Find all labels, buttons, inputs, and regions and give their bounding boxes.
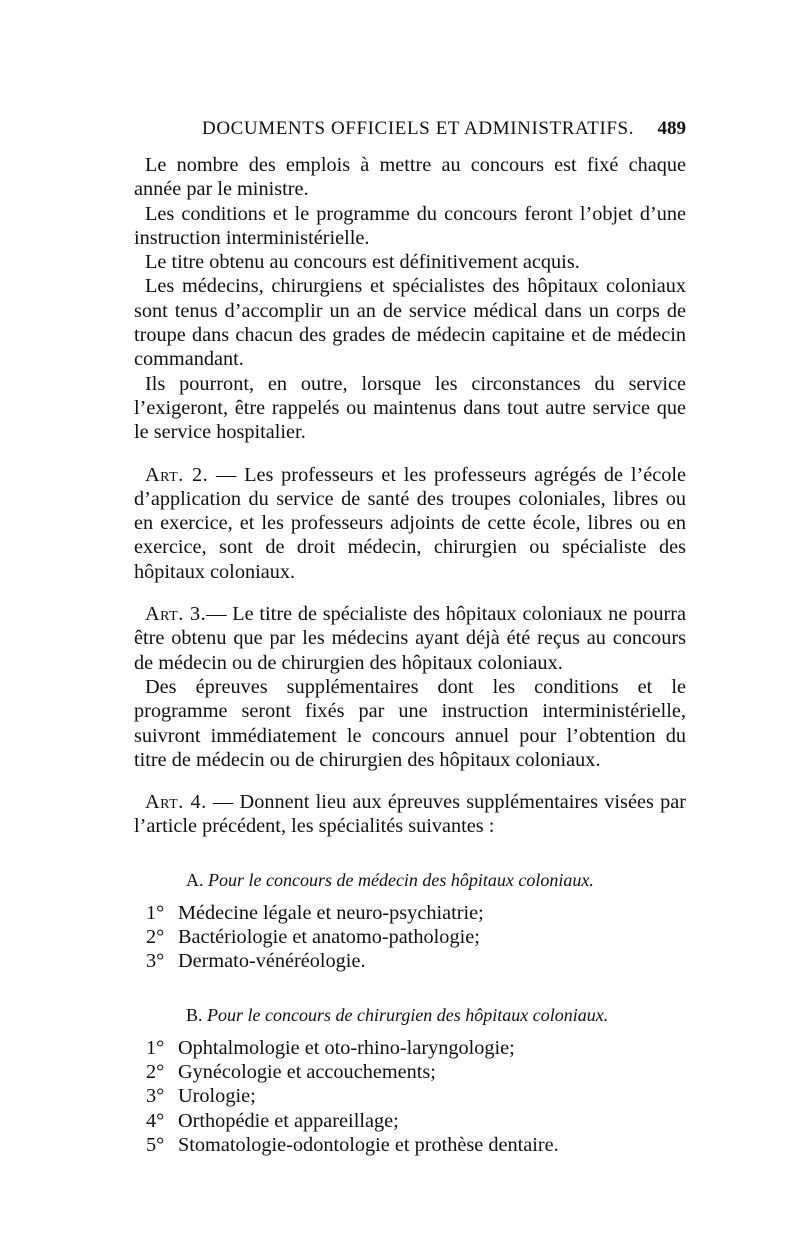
paragraph-4: Les médecins, chirurgiens et spécialistes des hôpitaux coloniaux sont tenus d’accomplir un an de service médical dans un corps de troupe dans chacun des grades de médecin capitaine et de médecin commandant. xyxy=(134,275,686,371)
section-b-title: Pour le concours de chirurgien des hôpitaux coloniaux. xyxy=(207,1004,609,1025)
list-item-number: 1° xyxy=(146,1036,165,1059)
article-3 xyxy=(134,602,686,675)
list-item xyxy=(146,949,686,973)
list-item-text: Orthopédie et appareillage; xyxy=(178,1109,399,1132)
article-2-label: Art. 2. xyxy=(145,463,209,486)
article-3-paragraph-2: Des épreuves supplémentaires dont les conditions et le programme seront fixés par une instruction interministérielle, suivront immédiatement le concours annuel pour l’obtention du titre de médecin ou de chirurgien des hôpitaux coloniaux. xyxy=(134,675,686,771)
list-item-text: Ophtalmologie et oto-rhino-laryngologie; xyxy=(178,1036,515,1059)
list-item-number: 5° xyxy=(146,1133,165,1156)
list-item-number: 2° xyxy=(146,926,165,949)
list-item-number: 1° xyxy=(146,901,165,924)
paragraph-2: Les conditions et le programme du concours feront l’objet d’une instruction interministérielle. xyxy=(134,202,686,249)
list-item-number: 2° xyxy=(146,1060,165,1083)
paragraph-1: Le nombre des emplois à mettre au concours est fixé chaque année par le ministre. xyxy=(134,154,686,201)
list-item-text: Urologie; xyxy=(178,1085,256,1108)
article-3-label: Art. 3. xyxy=(145,603,207,626)
list-item-text: Dermato-vénéréologie. xyxy=(178,950,366,973)
paragraph-5: Ils pourront, en outre, lorsque les circonstances du service l’exigeront, être rappelés ou maintenus dans tout autre service que le service hospitalier. xyxy=(134,372,686,444)
list-item-text: Bactériologie et anatomo-pathologie; xyxy=(178,926,480,949)
list-item xyxy=(146,1109,686,1133)
section-b-heading xyxy=(186,1003,686,1027)
section-a-heading xyxy=(186,868,686,892)
article-2-text: — Les professeurs et les professeurs agrégés de l’école d’application du service de santé des troupes coloniales, libres ou en exercice, et les professeurs adjoints de cette école, libres ou en exercice, sont de droit médecin, chirurgien ou spécialiste des hôpitaux coloniaux. xyxy=(134,463,686,583)
section-b-list xyxy=(134,1036,686,1157)
list-item-text: Gynécologie et accouchements; xyxy=(178,1060,436,1083)
list-item-text: Médecine légale et neuro-psychiatrie; xyxy=(178,901,484,924)
article-4-label: Art. 4. xyxy=(145,791,207,814)
list-item xyxy=(146,1036,686,1060)
page-body xyxy=(134,153,686,1157)
list-item-number: 3° xyxy=(146,1085,165,1108)
section-a-title: Pour le concours de médecin des hôpitaux coloniaux. xyxy=(208,869,594,890)
section-a-list xyxy=(134,901,686,974)
list-item xyxy=(146,1133,686,1157)
list-item xyxy=(146,925,686,949)
list-item-text: Stomatologie-odontologie et prothèse dentaire. xyxy=(178,1133,559,1156)
article-2 xyxy=(134,463,686,584)
list-item-number: 4° xyxy=(146,1109,165,1132)
article-3-text: — Le titre de spécialiste des hôpitaux coloniaux ne pourra être obtenu que par les médecins ayant déjà été reçus au concours de médecin ou de chirurgien des hôpitaux coloniaux. xyxy=(134,603,687,674)
header-title: DOCUMENTS OFFICIELS ET ADMINISTRATIFS. xyxy=(202,118,635,139)
list-item xyxy=(146,1084,686,1108)
list-item xyxy=(146,1060,686,1084)
article-4 xyxy=(134,790,686,839)
list-item-number: 3° xyxy=(146,950,165,973)
section-b-letter: B. xyxy=(186,1004,203,1025)
page-number: 489 xyxy=(657,118,686,139)
paragraph-3: Le titre obtenu au concours est définitivement acquis. xyxy=(145,251,580,274)
section-a-letter: A. xyxy=(186,869,204,890)
list-item xyxy=(146,901,686,925)
running-header xyxy=(134,118,686,144)
article-4-text: — Donnent lieu aux épreuves supplémentaires visées par l’article précédent, les spécialités suivantes : xyxy=(134,791,687,838)
